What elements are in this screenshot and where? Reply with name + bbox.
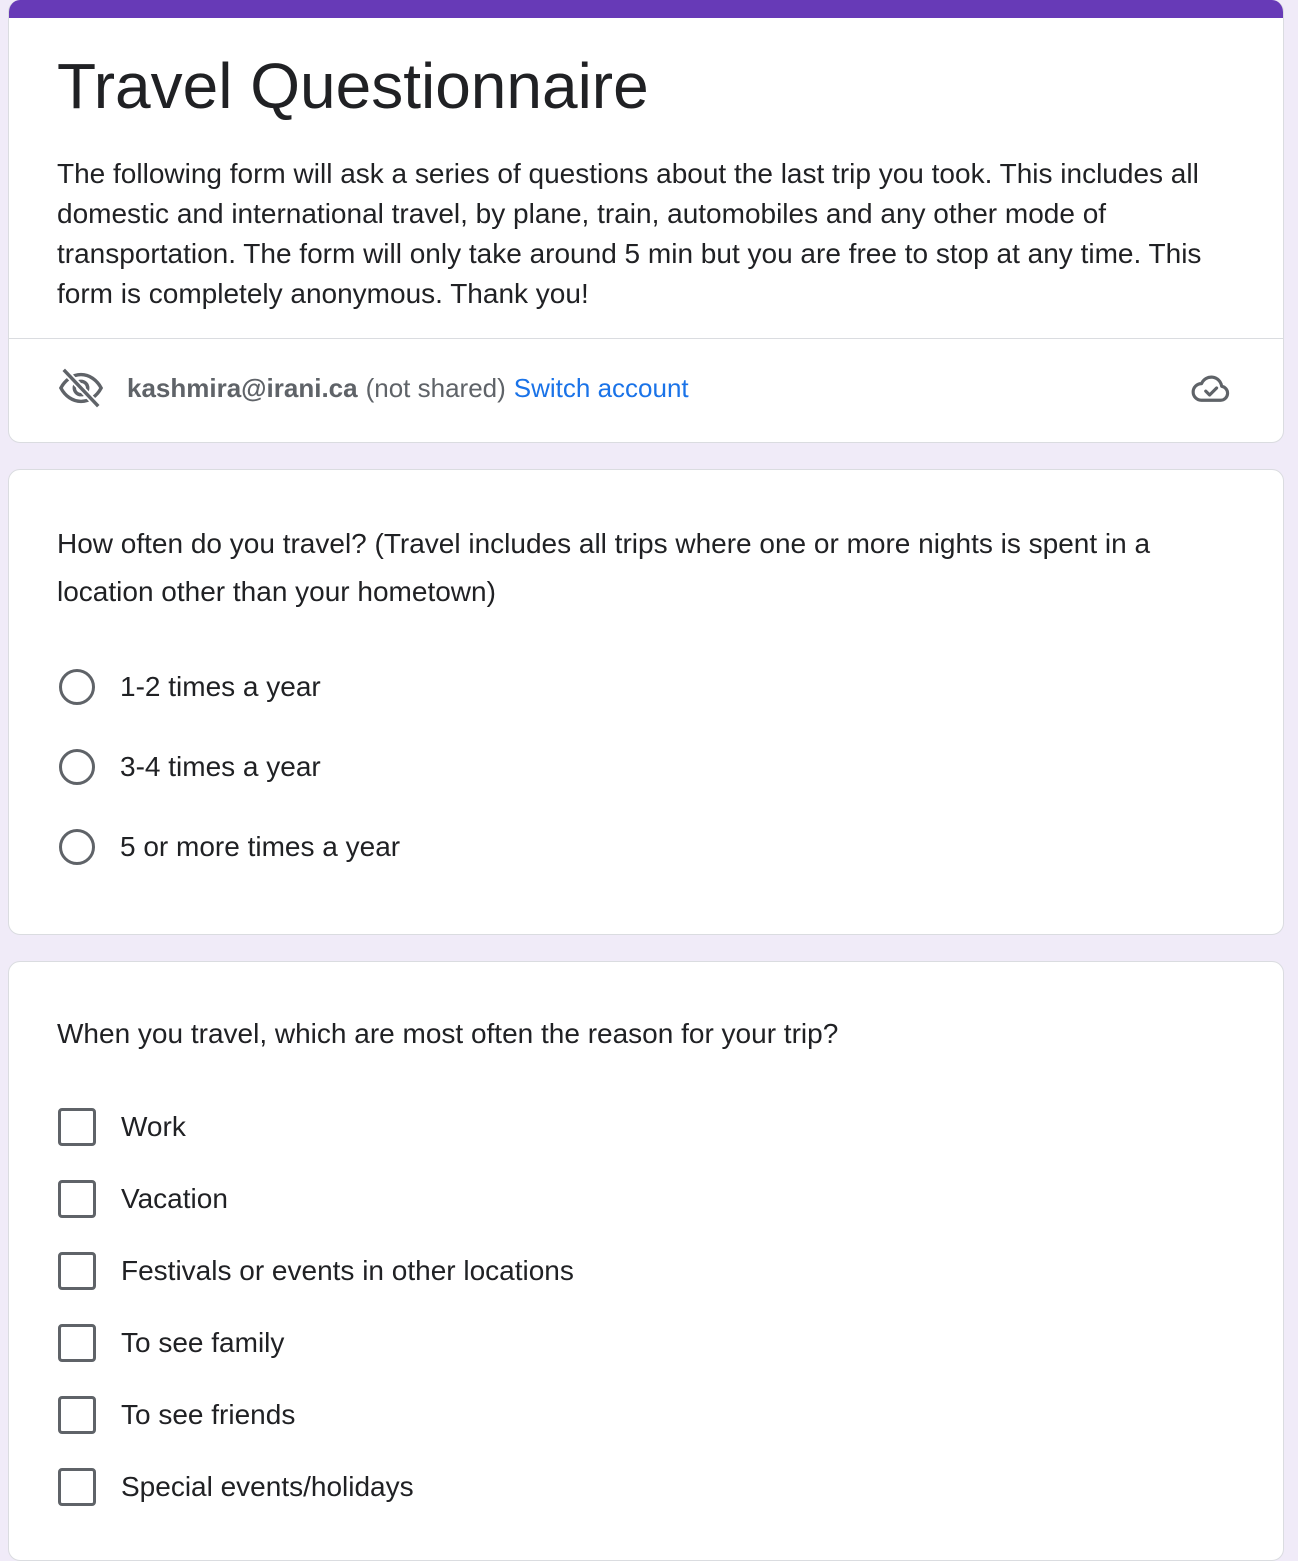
radio-button[interactable] bbox=[59, 669, 95, 705]
option-label: Work bbox=[121, 1111, 186, 1142]
account-row bbox=[57, 360, 1235, 416]
option-label: 5 or more times a year bbox=[120, 831, 401, 862]
radio-button[interactable] bbox=[59, 749, 95, 785]
checkbox-option[interactable] bbox=[57, 1391, 295, 1439]
theme-accent-bar bbox=[9, 0, 1283, 18]
radio-option[interactable] bbox=[57, 823, 400, 871]
checkbox-option[interactable] bbox=[57, 1175, 228, 1223]
radio-option[interactable] bbox=[57, 743, 321, 791]
radio-option[interactable] bbox=[57, 663, 321, 711]
checkbox[interactable] bbox=[58, 1252, 96, 1290]
checkbox[interactable] bbox=[58, 1324, 96, 1362]
checkbox[interactable] bbox=[58, 1108, 96, 1146]
option-label: To see friends bbox=[121, 1399, 296, 1430]
radio-button[interactable] bbox=[59, 829, 95, 865]
question-title: When you travel, which are most often the reason for your trip? bbox=[57, 1018, 839, 1049]
checkbox-option[interactable] bbox=[57, 1463, 414, 1511]
question-card-trip-reason bbox=[8, 961, 1284, 1561]
divider bbox=[9, 338, 1283, 339]
option-label: Vacation bbox=[121, 1183, 228, 1214]
switch-account-link[interactable]: Switch account bbox=[513, 372, 689, 403]
checkbox-option[interactable] bbox=[57, 1247, 574, 1295]
checkbox-option[interactable] bbox=[57, 1319, 284, 1367]
checkbox[interactable] bbox=[58, 1180, 96, 1218]
option-label: 3-4 times a year bbox=[120, 751, 321, 782]
option-label: Special events/holidays bbox=[121, 1471, 414, 1502]
checkbox[interactable] bbox=[58, 1468, 96, 1506]
cloud-check-icon bbox=[1187, 364, 1235, 412]
account-email: kashmira@irani.ca bbox=[127, 372, 358, 403]
question-title: How often do you travel? (Travel includes all trips where one or more nights is spent in a location other than your hometown) bbox=[57, 528, 1151, 607]
checkbox-option[interactable] bbox=[57, 1103, 186, 1151]
form-header-card bbox=[8, 0, 1284, 443]
eye-off-icon bbox=[57, 364, 105, 412]
form-description: The following form will ask a series of questions about the last trip you took. This includes all domestic and international travel, by plane, train, automobiles and any other mode of transportation. The form will only take around 5 min but you are free to stop at any time. This form is completely anonymous. Thank you! bbox=[57, 158, 1202, 309]
option-label: 1-2 times a year bbox=[120, 671, 321, 702]
option-label: To see family bbox=[121, 1327, 285, 1358]
question-card-travel-frequency bbox=[8, 469, 1284, 935]
checkbox[interactable] bbox=[58, 1396, 96, 1434]
form-title: Travel Questionnaire bbox=[57, 50, 649, 122]
account-shared-status: (not shared) bbox=[365, 372, 506, 403]
option-label: Festivals or events in other locations bbox=[121, 1255, 574, 1286]
